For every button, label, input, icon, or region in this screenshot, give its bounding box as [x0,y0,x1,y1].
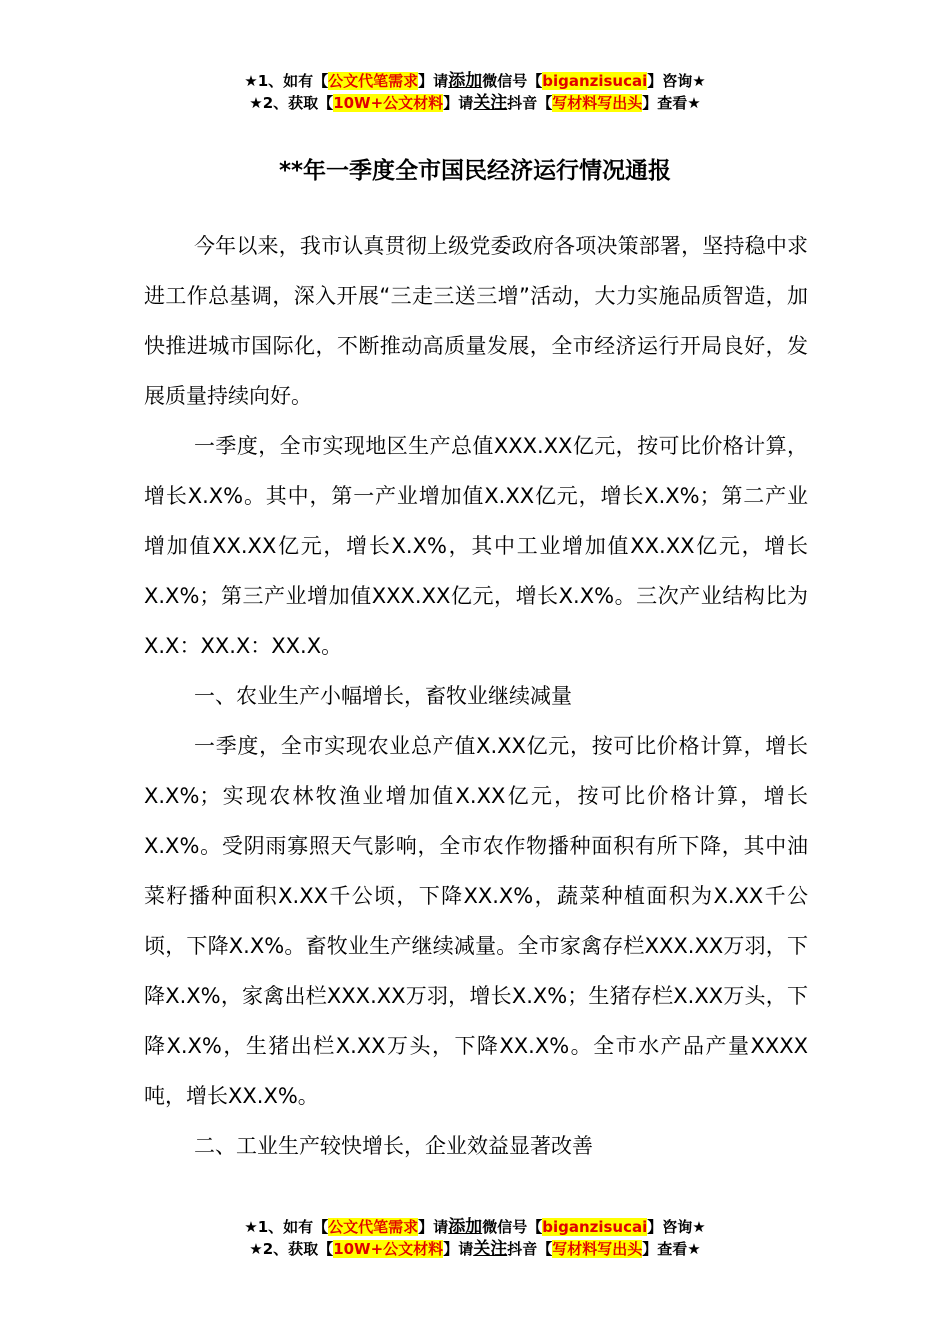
promo-line-1: ★1、如有【公文代笔需求】请添加微信号【biganzisucai】咨询★ [244,1217,706,1237]
promo-line-2: ★2、获取【10W+公文材料】请关注抖音【写材料写出头】查看★ [249,93,701,113]
promo-banner-top [0,70,950,114]
promo-line-2: ★2、获取【10W+公文材料】请关注抖音【写材料写出头】查看★ [249,1239,701,1259]
document-body [144,221,808,1171]
paragraph-agriculture: 一季度，全市实现农业总产值X.XX亿元，按可比价格计算，增长X.X%；实现农林牧渔业增加值X.XX亿元，按可比价格计算，增长X.X%。受阴雨寡照天气影响，全市农作物播种面积有所下降，其中油菜籽播种面积X.XX千公顷，下降XX.X%，蔬菜种植面积为X.XX千公顷，下降X.X%。畜牧业生产继续减量。全市家禽存栏XXX.XX万羽，下降X.X%，家禽出栏XXX.XX万羽，增长X.X%；生猪存栏X.XX万头，下降X.X%，生猪出栏X.XX万头，下降XX.X%。全市水产品产量XXXX吨，增长XX.X%。 [144,734,808,1108]
promo-banner-bottom [0,1216,950,1260]
highlight-materials: 10W+公文材料 [333,1240,444,1258]
section-heading-agriculture: 一、农业生产小幅增长，畜牧业继续减量 [194,684,572,708]
highlight-wechat-id: biganzisucai [542,72,648,90]
highlight-service: 公文代笔需求 [328,1218,419,1236]
highlight-douyin: 写材料写出头 [552,94,643,112]
promo-line-1: ★1、如有【公文代笔需求】请添加微信号【biganzisucai】咨询★ [244,71,706,91]
paragraph-intro: 今年以来，我市认真贯彻上级党委政府各项决策部署，坚持稳中求进工作总基调，深入开展“三走三送三增”活动，大力实施品质智造，加快推进城市国际化，不断推动高质量发展，全市经济运行开局良好，发展质量持续向好。 [144,234,808,408]
highlight-materials: 10W+公文材料 [333,94,444,112]
document-title: **年一季度全市国民经济运行情况通报 [278,158,672,184]
section-heading-industry: 二、工业生产较快增长，企业效益显著改善 [194,1134,593,1158]
highlight-service: 公文代笔需求 [328,72,419,90]
highlight-wechat-id: biganzisucai [542,1218,648,1236]
paragraph-gdp-summary: 一季度，全市实现地区生产总值XXX.XX亿元，按可比价格计算，增长X.X%。其中，第一产业增加值X.XX亿元，增长X.X%；第二产业增加值XX.XX亿元，增长X.X%，其中工业增加值XX.XX亿元，增长X.X%；第三产业增加值XXX.XX亿元，增长X.X%。三次产业结构比为X.X：XX.X：XX.X。 [144,434,808,658]
highlight-douyin: 写材料写出头 [552,1240,643,1258]
